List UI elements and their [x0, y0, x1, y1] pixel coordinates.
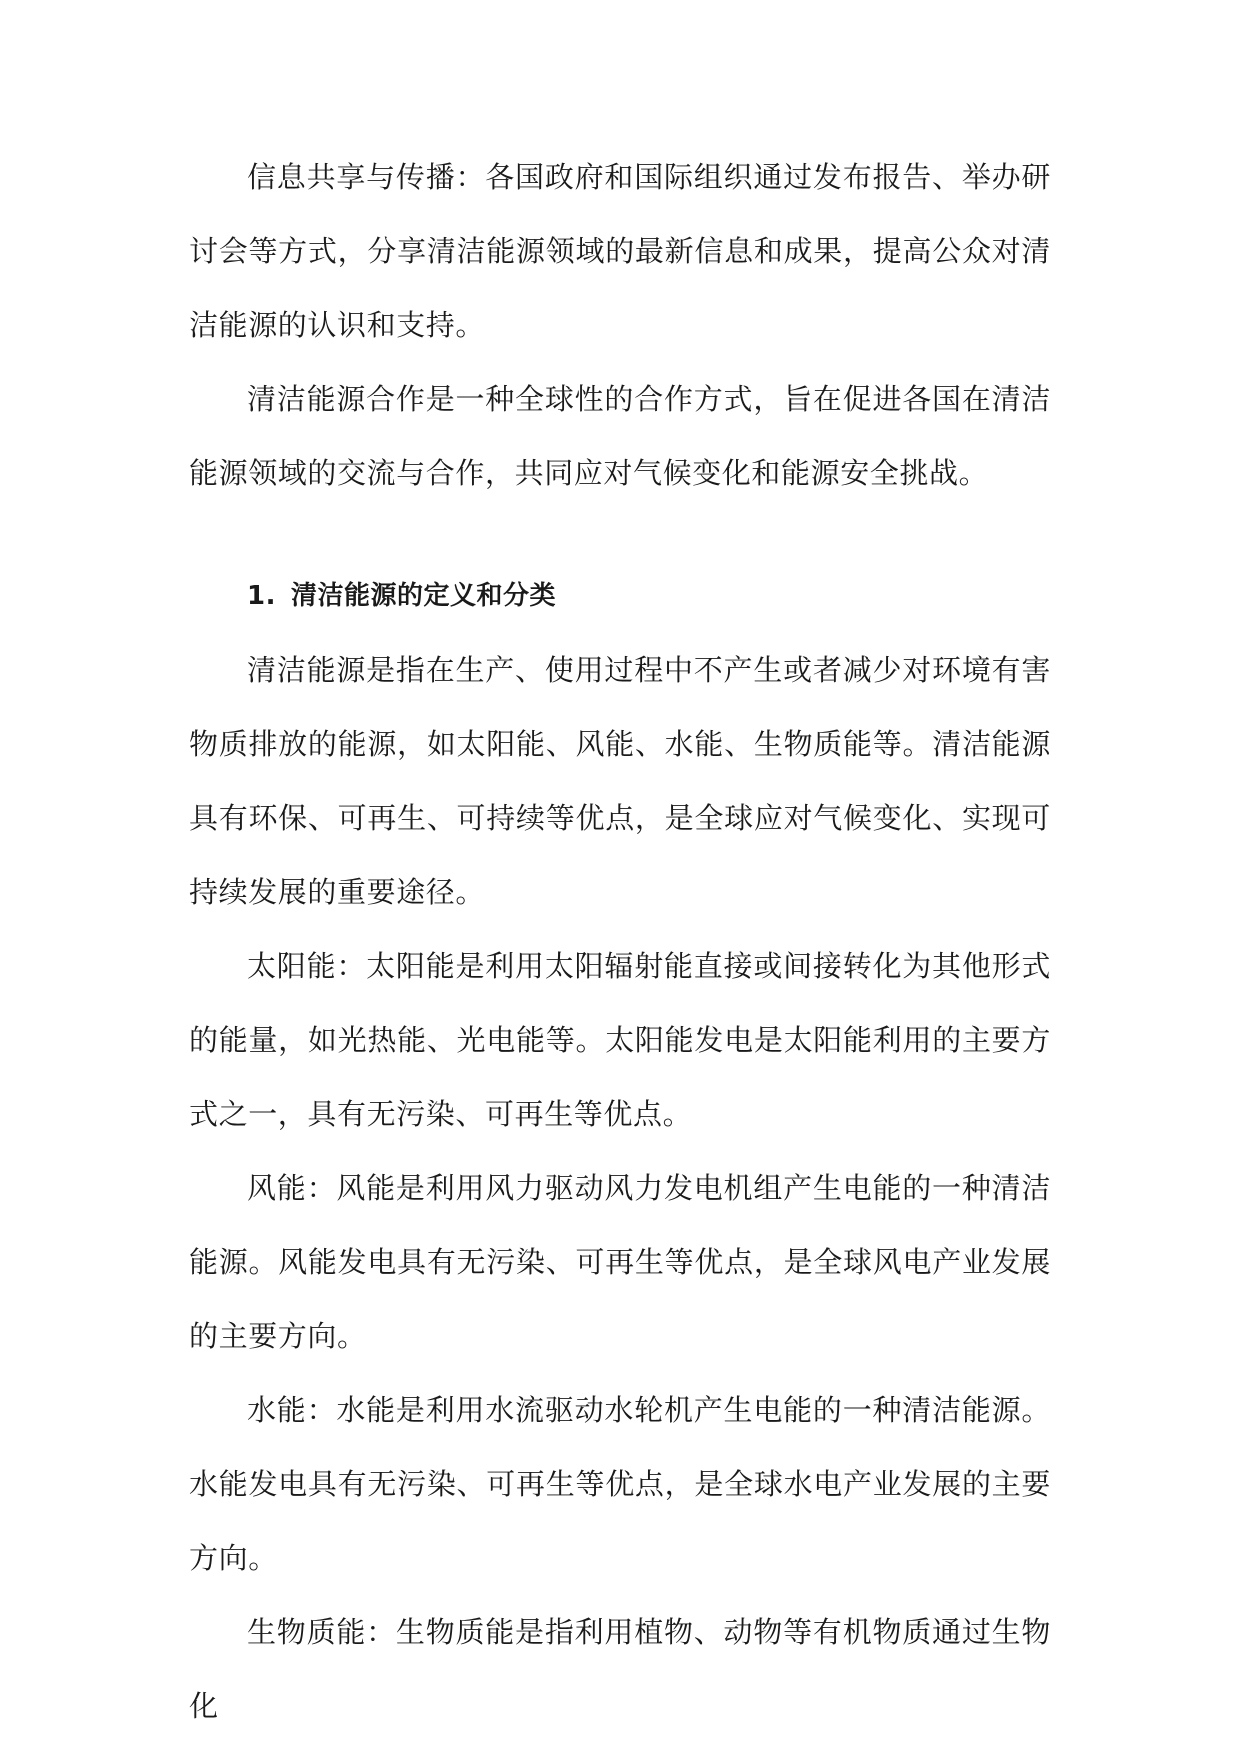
paragraph-wind: 风能：风能是利用风力驱动风力发电机组产生电能的一种清洁能源。风能发电具有无污染、可再生等优点，是全球风电产业发展的主要方向。 [189, 1171, 1051, 1353]
paragraph-solar: 太阳能：太阳能是利用太阳辐射能直接或间接转化为其他形式的能量，如光热能、光电能等。太阳能发电是太阳能利用的主要方式之一，具有无污染、可再生等优点。 [189, 949, 1051, 1131]
section-title: 清洁能源的定义和分类 [291, 581, 557, 611]
section-heading [189, 559, 1051, 633]
paragraph-cooperation-summary: 清洁能源合作是一种全球性的合作方式，旨在促进各国在清洁能源领域的交流与合作，共同应对气候变化和能源安全挑战。 [189, 382, 1051, 490]
paragraph-biomass: 生物质能：生物质能是指利用植物、动物等有机物质通过生物化 [189, 1615, 1051, 1723]
paragraph-hydro: 水能：水能是利用水流驱动水轮机产生电能的一种清洁能源。水能发电具有无污染、可再生等优点，是全球水电产业发展的主要方向。 [189, 1393, 1051, 1575]
paragraph-definition: 清洁能源是指在生产、使用过程中不产生或者减少对环境有害物质排放的能源，如太阳能、风能、水能、生物质能等。清洁能源具有环保、可再生、可持续等优点，是全球应对气候变化、实现可持续发展的重要途径。 [189, 653, 1051, 909]
section-number: 1. [247, 581, 276, 611]
document-body [189, 140, 1051, 1743]
paragraph-info-sharing: 信息共享与传播：各国政府和国际组织通过发布报告、举办研讨会等方式，分享清洁能源领域的最新信息和成果，提高公众对清洁能源的认识和支持。 [189, 160, 1051, 342]
